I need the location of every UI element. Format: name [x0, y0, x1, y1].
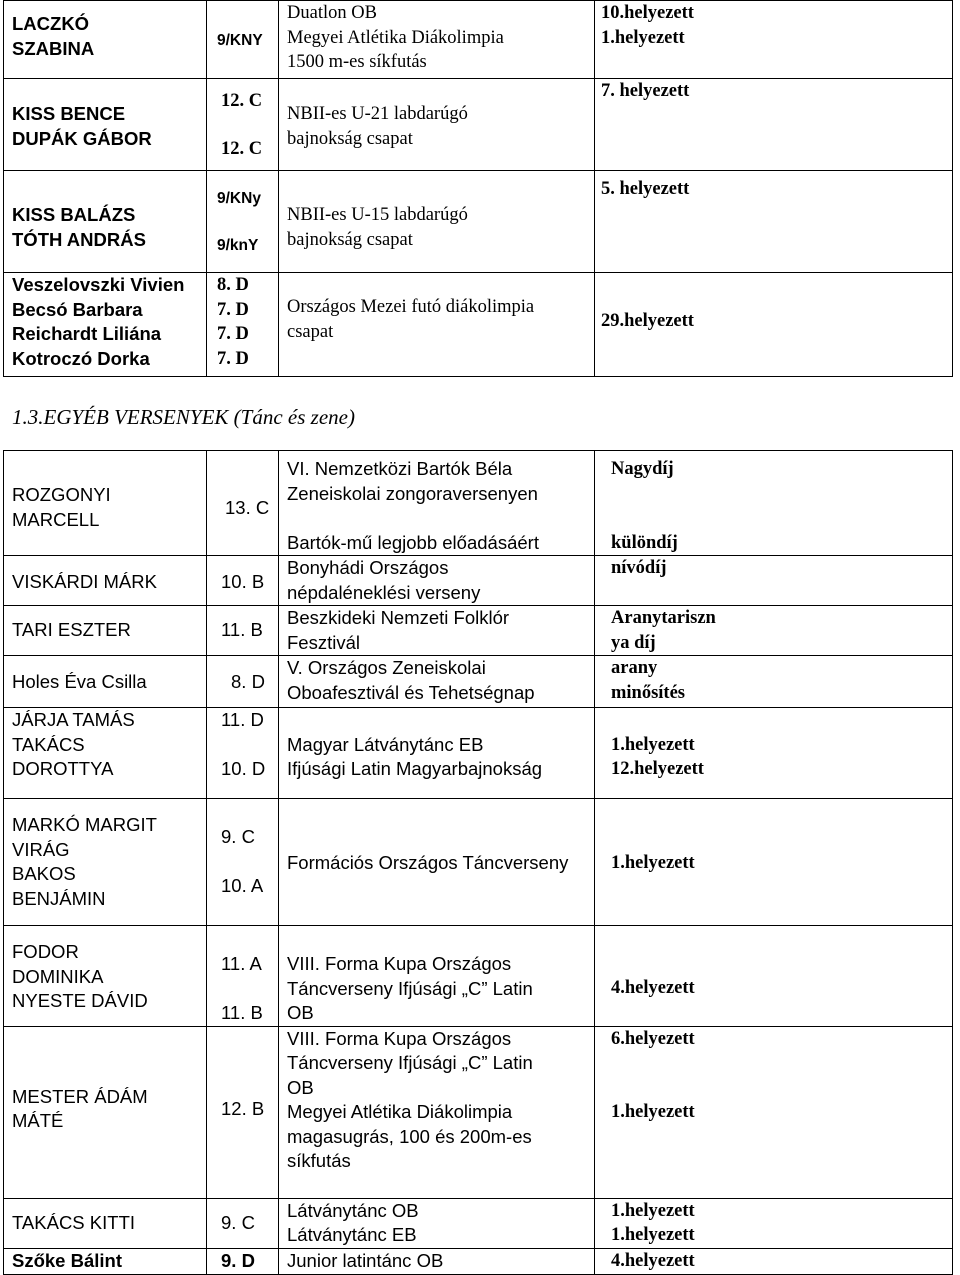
student-name: NYESTE DÁVID — [12, 990, 148, 1011]
class-label: 8. D — [231, 671, 265, 692]
result-cell — [595, 799, 953, 926]
student-name: TAKÁCS — [12, 733, 85, 755]
student-name: Reichardt Liliána — [12, 323, 162, 344]
result-cell — [595, 656, 953, 708]
class-label: 10. B — [221, 571, 265, 592]
result-text: 4.helyezett — [611, 978, 695, 998]
event-text: NBII-es U-21 labdarúgó — [287, 104, 468, 124]
event-text: Bartók-mű legjobb előadásáért — [287, 531, 539, 553]
result-text: 1.helyezett — [611, 1200, 695, 1221]
table-row — [4, 606, 953, 656]
name-cell — [4, 556, 207, 606]
event-text: bajnokság csapat — [287, 128, 413, 149]
event-text: Junior latintánc OB — [287, 1249, 444, 1271]
class-cell — [207, 273, 279, 377]
student-name: TARI ESZTER — [12, 619, 131, 640]
sport-results-table — [3, 0, 953, 377]
event-text: VIII. Forma Kupa Országos — [287, 953, 512, 974]
event-cell — [279, 1026, 595, 1198]
result-text: különdíj — [611, 532, 678, 553]
event-text: Országos Mezei futó diákolimpia — [287, 297, 535, 317]
class-cell — [207, 1198, 279, 1248]
event-cell — [279, 451, 595, 556]
class-cell — [207, 556, 279, 606]
event-text: népdaléneklési verseny — [287, 581, 481, 603]
name-cell — [4, 79, 207, 171]
class-label: 9. C — [221, 826, 255, 847]
event-text: VIII. Forma Kupa Országos — [287, 1027, 512, 1049]
name-cell — [4, 171, 207, 273]
result-text: 1.helyezett — [601, 27, 685, 48]
student-name: KISS BENCE — [12, 103, 126, 124]
event-cell — [279, 708, 595, 799]
event-text: Látványtánc EB — [287, 1224, 417, 1245]
event-cell — [279, 656, 595, 708]
result-cell — [595, 708, 953, 799]
event-text: Megyei Atlétika Diákolimpia — [287, 27, 504, 48]
dance-music-results-table — [3, 450, 953, 1275]
event-text: Oboafesztivál és Tehetségnap — [287, 681, 535, 703]
result-text: Aranytariszn — [611, 608, 716, 628]
student-name: KISS BALÁZS — [12, 204, 136, 225]
section-heading: 1.3.EGYÉB VERSENYEK (Tánc és zene) — [12, 405, 355, 429]
name-cell — [4, 656, 207, 708]
student-name: Szőke Bálint — [12, 1249, 122, 1271]
name-cell — [4, 451, 207, 556]
class-label: 7. D — [217, 299, 249, 320]
result-cell — [595, 1198, 953, 1248]
result-cell — [595, 79, 953, 171]
student-name: Becsó Barbara — [12, 298, 143, 320]
result-text: 29.helyezett — [601, 311, 694, 331]
table-row — [4, 708, 953, 799]
student-name: SZABINA — [12, 37, 95, 59]
event-text: síkfutás — [287, 1150, 351, 1171]
class-label: 12. B — [221, 1097, 265, 1119]
student-name: ROZGONYI — [12, 484, 111, 505]
result-cell — [595, 1, 953, 79]
student-name: MARKÓ MARGIT — [12, 814, 157, 835]
student-name: JÁRJA TAMÁS — [12, 709, 135, 730]
event-cell — [279, 79, 595, 171]
class-label: 9/KNy — [217, 190, 261, 207]
class-cell — [207, 606, 279, 656]
table-row — [4, 1, 953, 79]
name-cell — [4, 926, 207, 1027]
result-text: 1.helyezett — [611, 734, 695, 755]
class-label: 7. D — [217, 324, 249, 344]
class-cell — [207, 656, 279, 708]
table-row — [4, 799, 953, 926]
event-cell — [279, 606, 595, 656]
table-row — [4, 926, 953, 1027]
event-cell — [279, 1248, 595, 1274]
event-text: Táncverseny Ifjúsági „C” Latin — [287, 1052, 533, 1073]
event-text: Beszkideki Nemzeti Folklór — [287, 607, 510, 628]
class-label: 9/KNY — [217, 32, 263, 49]
event-text: Magyar Látványtánc EB — [287, 733, 484, 755]
student-name: TÓTH ANDRÁS — [12, 228, 146, 250]
name-cell — [4, 1026, 207, 1198]
event-cell — [279, 799, 595, 926]
event-text — [287, 708, 594, 733]
name-cell — [4, 1248, 207, 1274]
class-label: 7. D — [217, 348, 249, 369]
result-text: minősítés — [611, 682, 685, 703]
event-cell — [279, 926, 595, 1027]
class-label: 12. C — [221, 91, 263, 111]
student-name: BENJÁMIN — [12, 887, 106, 909]
result-text: Nagydíj — [611, 459, 674, 479]
class-cell — [207, 451, 279, 556]
class-cell — [207, 171, 279, 273]
result-text: arany — [611, 658, 658, 678]
event-text — [287, 506, 594, 531]
result-text: 4.helyezett — [611, 1250, 695, 1271]
student-name: LACZKÓ — [12, 13, 90, 34]
class-label: 9/knY — [217, 236, 259, 254]
event-text: magasugrás, 100 és 200m-es — [287, 1125, 532, 1147]
event-text: Ifjúsági Latin Magyarbajnokság — [287, 758, 543, 779]
name-cell — [4, 799, 207, 926]
result-cell — [595, 1026, 953, 1198]
class-label: 11. D — [221, 709, 264, 730]
class-label: 13. C — [225, 497, 270, 518]
event-text: Duatlon OB — [287, 3, 377, 23]
event-text: NBII-es U-15 labdarúgó — [287, 205, 468, 225]
event-cell — [279, 1, 595, 79]
result-text: ya díj — [611, 632, 656, 653]
student-name: Holes Éva Csilla — [12, 671, 147, 692]
table-row — [4, 1248, 953, 1274]
result-cell — [595, 451, 953, 556]
event-text: 1500 m-es síkfutás — [287, 52, 427, 72]
student-name: MESTER ÁDÁM — [12, 1085, 148, 1107]
table-row — [4, 273, 953, 377]
table-row — [4, 656, 953, 708]
event-text: Formációs Országos Táncverseny — [287, 852, 569, 873]
result-cell — [595, 1248, 953, 1274]
student-name: MÁTÉ — [12, 1110, 64, 1131]
student-name: DOROTTYA — [12, 758, 114, 779]
class-label: 11. B — [221, 1001, 263, 1023]
result-text — [611, 482, 952, 507]
table-row — [4, 1026, 953, 1198]
result-cell — [595, 606, 953, 656]
student-name: BAKOS — [12, 863, 76, 884]
result-cell — [595, 926, 953, 1027]
student-name: TAKÁCS KITTI — [12, 1211, 136, 1233]
student-name: VIRÁG — [12, 838, 70, 860]
class-label: 11. B — [221, 619, 263, 640]
student-name: MARCELL — [12, 508, 100, 530]
name-cell — [4, 1198, 207, 1248]
event-text: csapat — [287, 321, 334, 342]
student-name: DOMINIKA — [12, 965, 104, 987]
result-text: 12.helyezett — [611, 759, 704, 779]
class-cell — [207, 1248, 279, 1274]
result-text — [611, 708, 952, 733]
class-cell — [207, 708, 279, 799]
class-label: 12. C — [221, 138, 263, 159]
event-text: Táncverseny Ifjúsági „C” Latin — [287, 977, 533, 999]
student-name: VISKÁRDI MÁRK — [12, 571, 157, 592]
result-text: 1.helyezett — [611, 853, 695, 873]
event-text: OB — [287, 1076, 314, 1098]
event-text: Bonyhádi Országos — [287, 557, 449, 578]
result-cell — [595, 273, 953, 377]
class-cell — [207, 79, 279, 171]
result-text: 1.helyezett — [611, 1225, 695, 1245]
name-cell — [4, 606, 207, 656]
result-text: nívódíj — [611, 558, 667, 578]
event-text: bajnokság csapat — [287, 229, 413, 250]
result-text: 6.helyezett — [611, 1028, 695, 1049]
event-cell — [279, 171, 595, 273]
name-cell — [4, 708, 207, 799]
event-text: OB — [287, 1002, 314, 1023]
class-cell — [207, 926, 279, 1027]
event-text: V. Országos Zeneiskolai — [287, 657, 486, 678]
result-cell — [595, 556, 953, 606]
result-text: 7. helyezett — [601, 81, 690, 101]
result-text: 1.helyezett — [611, 1102, 695, 1122]
student-name: Veszelovszki Vivien — [12, 274, 185, 295]
student-name: DUPÁK GÁBOR — [12, 127, 152, 149]
event-text: Zeneiskolai zongoraversenyen — [287, 482, 538, 504]
result-cell — [595, 171, 953, 273]
event-cell — [279, 1198, 595, 1248]
student-name: Kotroczó Dorka — [12, 347, 150, 369]
class-cell — [207, 1, 279, 79]
table-row — [4, 1198, 953, 1248]
table-row — [4, 556, 953, 606]
event-cell — [279, 273, 595, 377]
table-row — [4, 79, 953, 171]
name-cell — [4, 273, 207, 377]
name-cell — [4, 1, 207, 79]
class-cell — [207, 799, 279, 926]
event-text: Fesztivál — [287, 631, 360, 653]
class-label: 9. C — [221, 1211, 255, 1233]
student-name: FODOR — [12, 941, 79, 962]
result-text: 5. helyezett — [601, 179, 690, 199]
event-text: Látványtánc OB — [287, 1199, 419, 1221]
result-text — [611, 506, 952, 531]
class-label: 8. D — [217, 275, 249, 295]
class-cell — [207, 1026, 279, 1198]
table-row — [4, 451, 953, 556]
event-text: Megyei Atlétika Diákolimpia — [287, 1101, 513, 1122]
class-label: 9. D — [221, 1249, 255, 1271]
class-label — [221, 733, 278, 758]
class-label: 10. D — [221, 758, 266, 779]
result-text: 10.helyezett — [601, 3, 694, 23]
class-label: 10. A — [221, 874, 264, 896]
event-cell — [279, 556, 595, 606]
table-row — [4, 171, 953, 273]
class-label: 11. A — [221, 953, 262, 974]
event-text: VI. Nemzetközi Bartók Béla — [287, 458, 513, 479]
